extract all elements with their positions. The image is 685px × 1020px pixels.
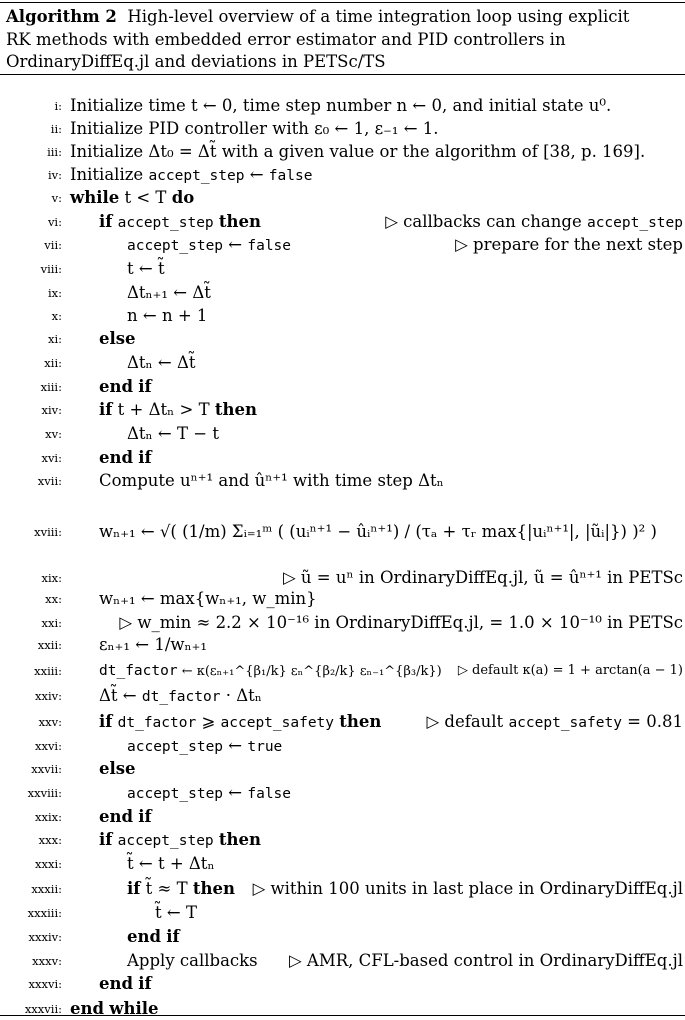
bottom-rule: [0, 1015, 685, 1016]
line-number: xiii:: [40, 380, 62, 394]
line-number: xxxiv:: [28, 930, 62, 944]
algorithm-line: [0, 118, 685, 140]
line-statement: end while: [70, 999, 159, 1018]
line-number: xxxvii:: [24, 1002, 62, 1016]
algorithm-line: [0, 758, 685, 780]
caption-text-1: High-level overview of a time integration loop using explicit: [127, 7, 630, 26]
algorithm-line: [0, 234, 685, 256]
line-statement: wₙ₊₁ ← √( (1/m) Σᵢ₌₁ᵐ ( (uᵢⁿ⁺¹ − ûᵢⁿ⁺¹) / (τₐ + τᵣ max{|uᵢⁿ⁺¹|, |ũᵢ|}) )² ): [99, 522, 657, 541]
algorithm-line: [0, 711, 685, 733]
algorithm-line: [0, 634, 685, 656]
line-statement: else: [99, 329, 136, 348]
line-number: xxi:: [41, 616, 62, 630]
line-statement: Δt̃ ← dt_factor · Δtₙ: [99, 686, 262, 705]
line-number: xxxv:: [32, 954, 62, 968]
line-number: xxxii:: [31, 882, 62, 896]
algorithm-line: [0, 187, 685, 209]
algorithm-line: [0, 470, 685, 492]
line-comment: ▷ default accept_safety = 0.81: [426, 712, 683, 731]
line-number: ix:: [47, 286, 62, 300]
algorithm-line: [0, 612, 685, 634]
algorithm-line: [0, 853, 685, 875]
line-statement: Initialize time t ← 0, time step number n ← 0, and initial state u⁰.: [70, 96, 612, 115]
algorithm-line: [0, 660, 685, 682]
line-number: iv:: [47, 168, 62, 182]
line-number: xxiv:: [34, 689, 62, 703]
algorithm-line: [0, 95, 685, 117]
line-statement: accept_step ← false: [127, 783, 292, 802]
line-number: xxxvi:: [28, 977, 62, 991]
line-statement: t̃ ← t + Δtₙ: [127, 854, 215, 873]
line-number: viii:: [40, 262, 62, 276]
line-statement: εₙ₊₁ ← 1/wₙ₊₁: [99, 635, 207, 654]
algorithm-line: [0, 998, 685, 1020]
line-statement: Δtₙ₊₁ ← Δt̃: [127, 283, 211, 302]
algorithm-line: [0, 305, 685, 327]
line-number: xi:: [47, 332, 62, 346]
algorithm-line: [0, 399, 685, 421]
line-comment: ▷ prepare for the next step: [455, 235, 683, 254]
line-statement: Initialize PID controller with ε₀ ← 1, ε₋₁ ← 1.: [70, 119, 439, 138]
algorithm-label: Algorithm 2: [6, 7, 117, 26]
line-number: v:: [51, 191, 62, 205]
line-number: xxii:: [37, 638, 62, 652]
line-number: xxvii:: [31, 762, 62, 776]
line-statement: end if: [99, 377, 152, 396]
algorithm-line: [0, 735, 685, 757]
line-number: vii:: [44, 238, 62, 252]
line-number: xx:: [45, 592, 62, 606]
top-rule: [0, 2, 685, 3]
line-number: xiv:: [41, 403, 62, 417]
line-number: xvii:: [37, 474, 62, 488]
line-statement: end if: [99, 448, 152, 467]
line-comment: ▷ w_min ≈ 2.2 × 10⁻¹⁶ in OrdinaryDiffEq.jl, = 1.0 × 10⁻¹⁰ in PETSc: [119, 613, 683, 632]
algorithm-line: [0, 588, 685, 610]
algorithm-line: [0, 782, 685, 804]
line-statement: end if: [99, 974, 152, 993]
algorithm-line: [0, 141, 685, 163]
line-statement: n ← n + 1: [127, 306, 208, 325]
algorithm-line: [0, 950, 685, 972]
algorithm-line: [0, 211, 685, 233]
line-number: xxxiii:: [27, 906, 62, 920]
line-number: vi:: [47, 215, 62, 229]
line-number: x:: [51, 309, 62, 323]
line-statement: Initialize accept_step ← false: [70, 165, 313, 184]
algorithm-line: [0, 376, 685, 398]
line-comment: ▷ default κ(a) = 1 + arctan(a − 1): [457, 663, 683, 678]
line-number: i:: [54, 99, 62, 113]
line-statement: end if: [127, 927, 180, 946]
line-statement: if dt_factor ⩾ accept_safety then: [99, 712, 382, 731]
line-statement: Δtₙ ← Δt̃: [127, 353, 196, 372]
algorithm-line: [0, 567, 685, 589]
line-statement: t ← t̃: [127, 259, 165, 278]
algorithm-line: [0, 282, 685, 304]
algorithm-caption: [6, 6, 682, 74]
algorithm-line: [0, 164, 685, 186]
algorithm-line: [0, 521, 685, 543]
line-number: xix:: [41, 571, 62, 585]
algorithm-line: [0, 973, 685, 995]
line-number: xxxi:: [34, 857, 62, 871]
caption-rule: [0, 74, 685, 75]
line-statement: if accept_step then: [99, 212, 262, 231]
algorithm-line: [0, 926, 685, 948]
line-statement: Initialize Δt₀ = Δt̃ with a given value or the algorithm of [38, p. 169].: [70, 142, 646, 161]
line-statement: accept_step ← false: [127, 235, 292, 254]
algorithm-line: [0, 902, 685, 924]
algorithm-line: [0, 878, 685, 900]
line-number: xvi:: [41, 451, 62, 465]
line-number: xxx:: [38, 833, 62, 847]
algorithm-line: [0, 447, 685, 469]
algorithm-line: [0, 352, 685, 374]
line-statement: end if: [99, 807, 152, 826]
line-number: ii:: [50, 122, 62, 136]
line-statement: if accept_step then: [99, 830, 262, 849]
line-number: xii:: [44, 356, 62, 370]
caption-text-3: OrdinaryDiffEq.jl and deviations in PETSc/TS: [6, 52, 386, 71]
line-statement: if t̃ ≈ T then: [127, 879, 235, 898]
line-statement: Compute uⁿ⁺¹ and ûⁿ⁺¹ with time step Δtₙ: [99, 471, 444, 490]
line-comment: ▷ within 100 units in last place in OrdinaryDiffEq.jl: [252, 879, 683, 898]
line-statement: dt_factor ← κ(εₙ₊₁^{β₁/k} εₙ^{β₂/k} εₙ₋₁^{β₃/k}): [99, 663, 442, 679]
line-number: xviii:: [34, 525, 62, 539]
line-statement: accept_step ← true: [127, 736, 283, 755]
line-statement: t̃ ← T: [155, 903, 197, 922]
line-number: xxix:: [34, 810, 62, 824]
line-number: xxv:: [38, 715, 62, 729]
algorithm-line: [0, 423, 685, 445]
line-comment: ▷ callbacks can change accept_step: [385, 212, 683, 231]
line-statement: else: [99, 759, 136, 778]
line-statement: while t < T do: [70, 188, 195, 207]
algorithm-line: [0, 685, 685, 707]
line-statement: wₙ₊₁ ← max{wₙ₊₁, w_min}: [99, 589, 317, 608]
line-comment: ▷ AMR, CFL-based control in OrdinaryDiffEq.jl: [288, 951, 683, 970]
line-statement: if t + Δtₙ > T then: [99, 400, 257, 419]
algorithm-line: [0, 328, 685, 350]
line-number: xxviii:: [27, 786, 62, 800]
line-number: iii:: [47, 145, 62, 159]
line-number: xxvi:: [34, 739, 62, 753]
line-statement: Apply callbacks: [127, 951, 258, 970]
line-number: xxiii:: [34, 664, 62, 678]
algorithm-line: [0, 806, 685, 828]
algorithm-line: [0, 258, 685, 280]
line-statement: Δtₙ ← T − t: [127, 424, 219, 443]
line-number: xv:: [45, 427, 62, 441]
algorithm-line: [0, 829, 685, 851]
caption-text-2: RK methods with embedded error estimator and PID controllers in: [6, 29, 566, 49]
line-comment: ▷ ũ = uⁿ in OrdinaryDiffEq.jl, ũ = ûⁿ⁺¹ in PETSc: [282, 568, 683, 587]
